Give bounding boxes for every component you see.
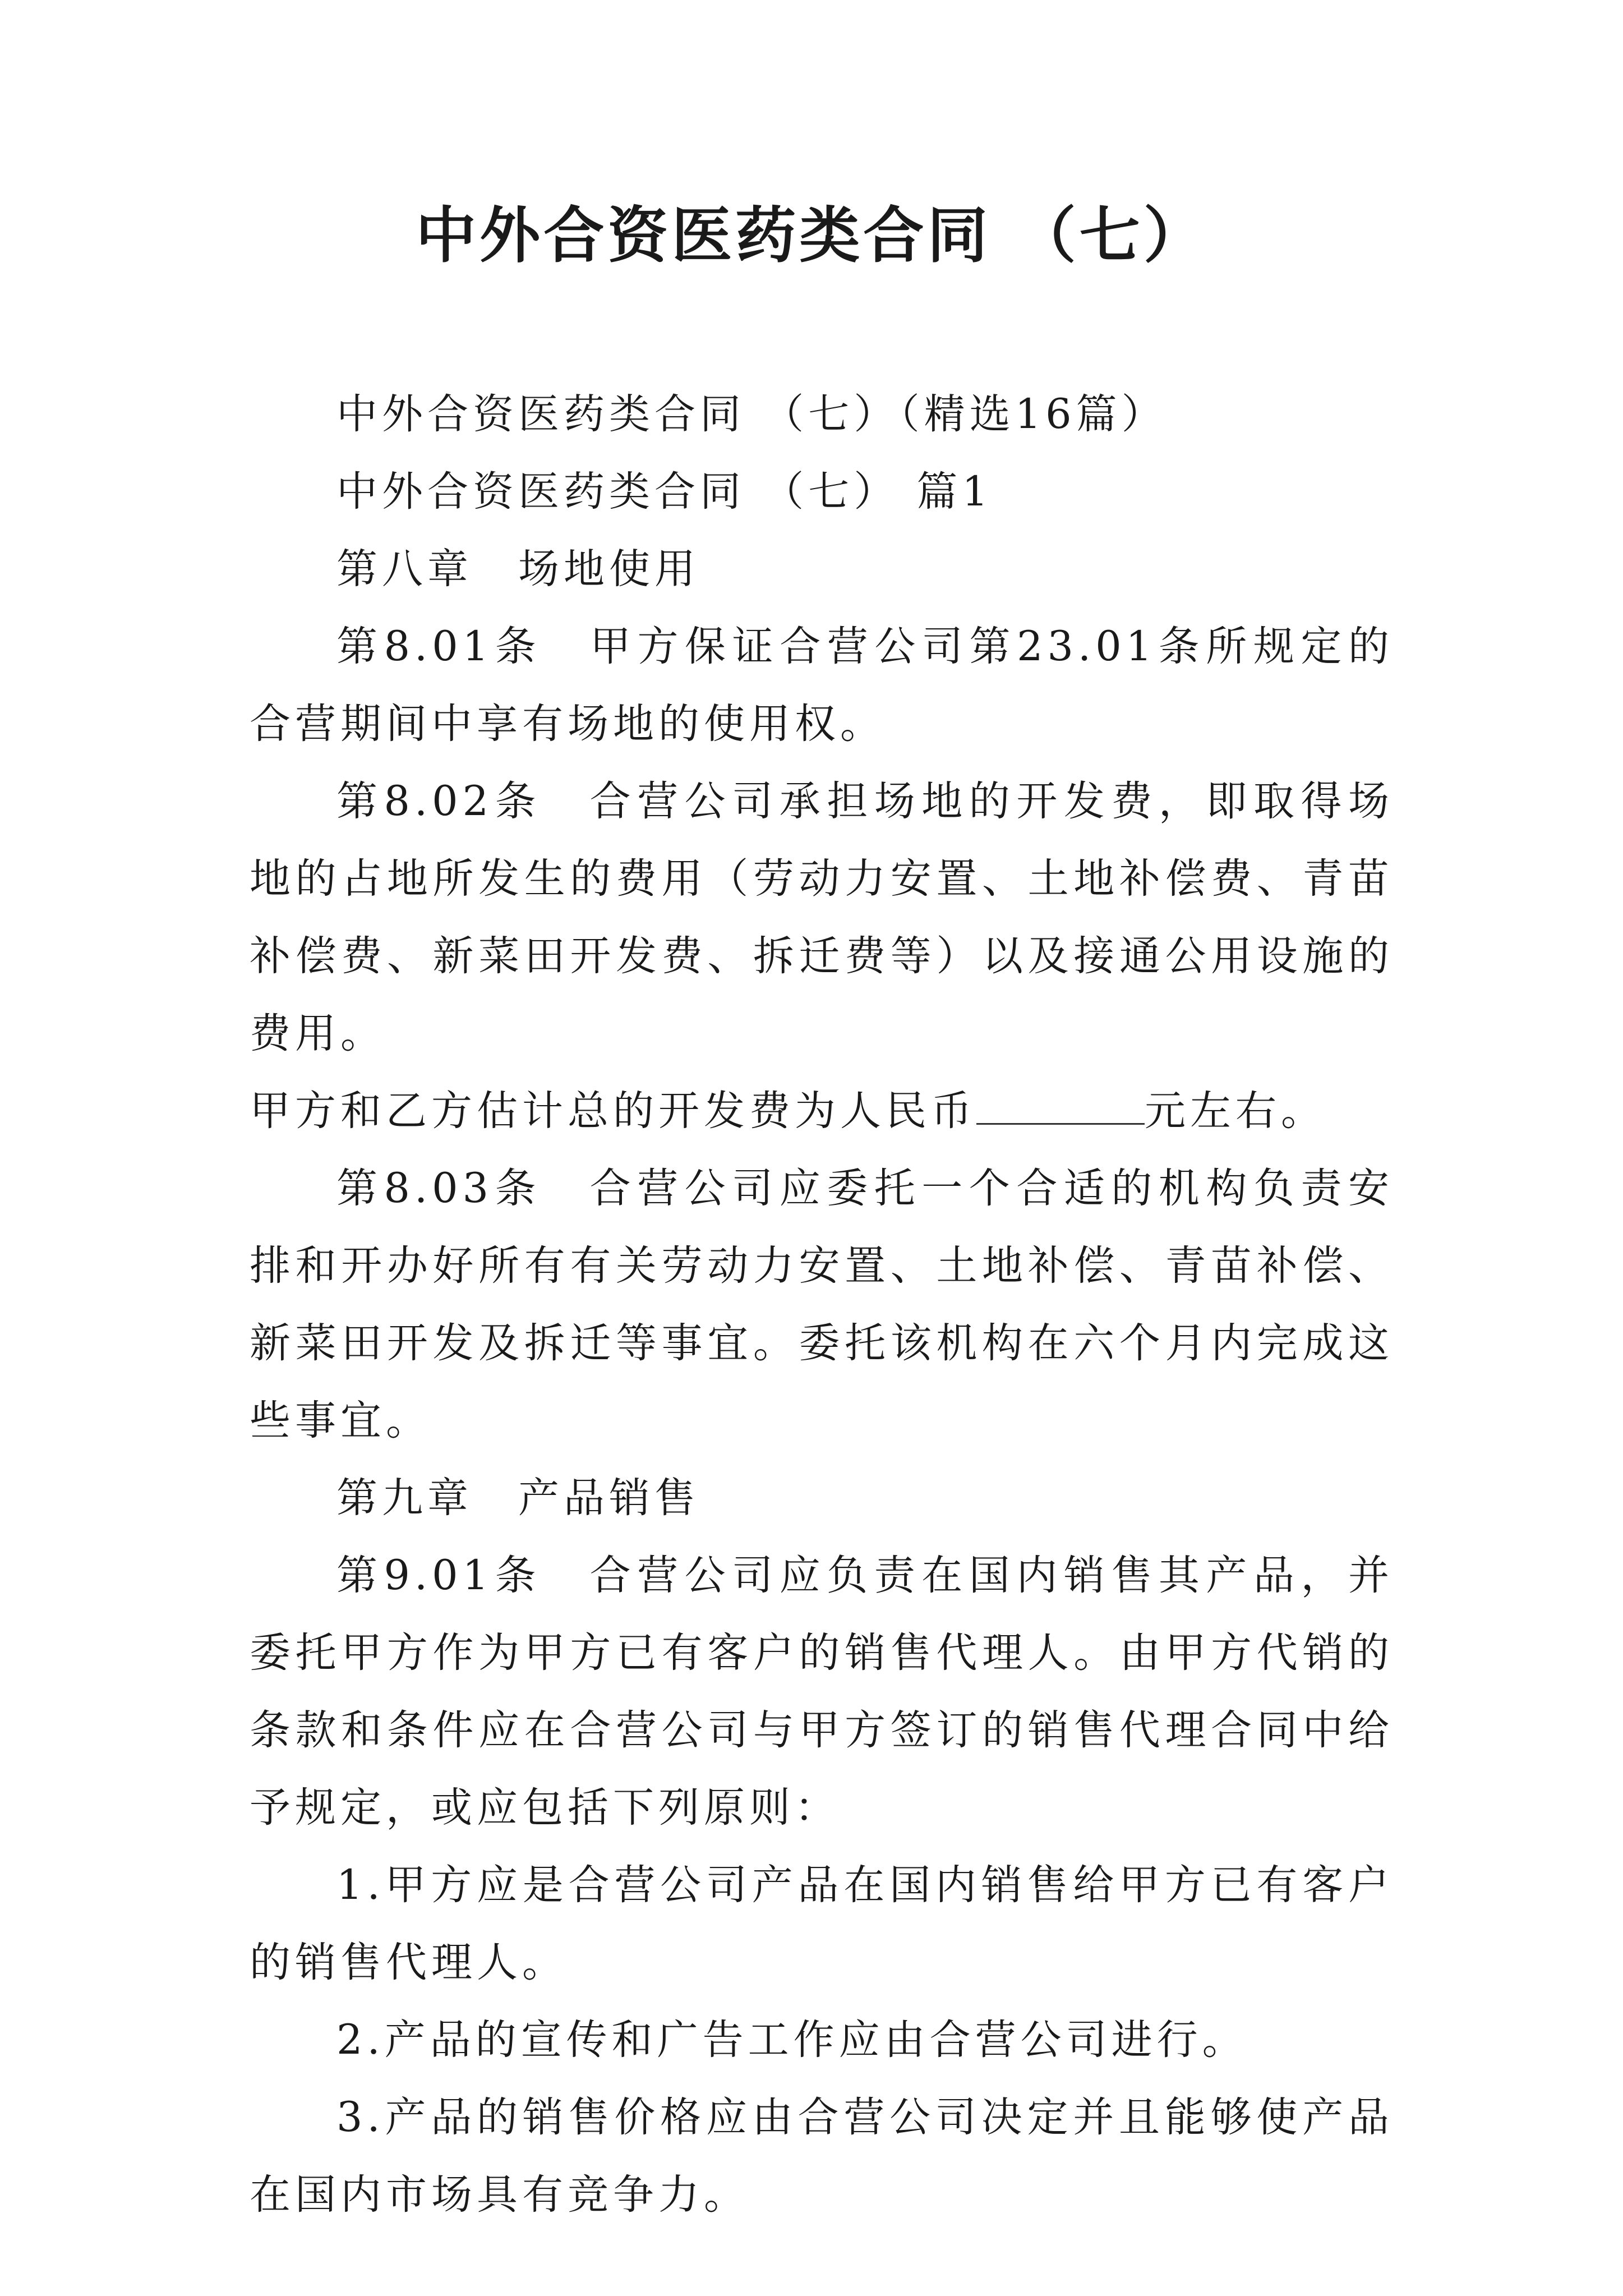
list-item: 3.产品的销售价格应由合营公司决定并且能够使产品在国内市场具有竞争力。: [250, 2093, 1394, 2219]
article-paragraph: 第8.01条 甲方保证合营公司第23.01条所规定的合营期间中享有场地的使用权。: [250, 623, 1394, 748]
paragraph: 中外合资医药类合同 （七）（精选16篇）: [336, 390, 1167, 438]
document-body: [250, 376, 1394, 2234]
fee-paragraph: [250, 1073, 1394, 1150]
fee-text-before: 甲方和乙方估计总的开发费为人民币: [250, 1087, 976, 1135]
article-paragraph: 第8.03条 合营公司应委托一个合适的机构负责安排和开办好所有有关劳动力安置、土地补偿、青苗补偿、新菜田开发及拆迁等事宜。委托该机构在六个月内完成这些事宜。: [250, 1165, 1394, 1444]
fee-amount-blank: [976, 1089, 1145, 1125]
article-paragraph: 第8.02条 合营公司承担场地的开发费，即取得场地的占地所发生的费用（劳动力安置、土地补偿费、青苗补偿费、新菜田开发费、拆迁费等）以及接通公用设施的费用。: [250, 777, 1394, 1057]
list-item: 2.产品的宣传和广告工作应由合营公司进行。: [336, 2016, 1248, 2064]
chapter-heading: 第九章 产品销售: [336, 1474, 700, 1522]
fee-text-after: 元左右。: [1145, 1087, 1326, 1135]
article-paragraph: 第9.01条 合营公司应负责在国内销售其产品，并委托甲方作为甲方已有客户的销售代理人。由甲方代销的条款和条件应在合营公司与甲方签订的销售代理合同中给予规定，或应包括下列原则：: [250, 1552, 1394, 1832]
chapter-heading: 第八章 场地使用: [336, 545, 700, 593]
list-item: 1.甲方应是合营公司产品在国内销售给甲方已有客户的销售代理人。: [250, 1861, 1394, 1986]
paragraph: 中外合资医药类合同 （七） 篇1: [336, 468, 993, 516]
document-title: 中外合资医药类合同 （七）: [416, 200, 1207, 271]
